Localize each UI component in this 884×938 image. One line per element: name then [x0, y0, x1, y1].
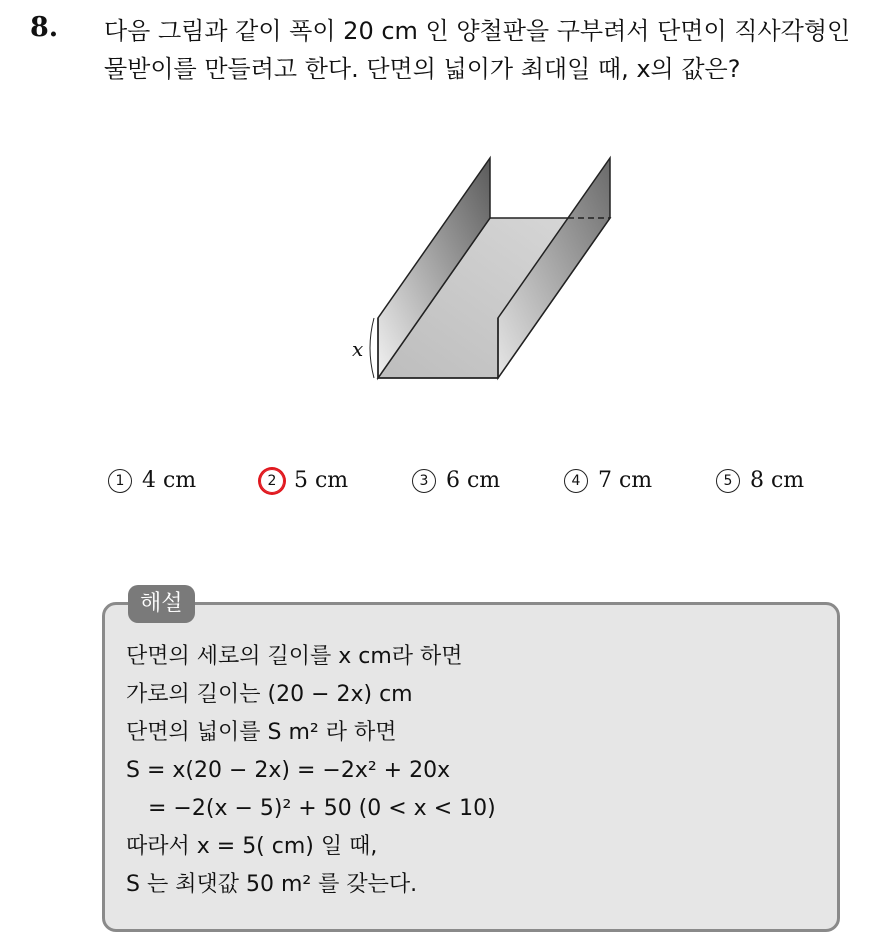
x-brace	[370, 318, 374, 378]
solution-line-2: 가로의 길이는 (20 − 2x) cm	[126, 682, 413, 707]
choice-3-mark: 3	[412, 469, 436, 493]
choice-2-mark: 2	[260, 469, 284, 493]
question-text	[104, 12, 874, 88]
question-number: 8.	[30, 12, 59, 43]
choice-4-mark: 4	[564, 469, 588, 493]
question-line-1: 다음 그림과 같이 폭이 20 cm 인 양철판을 구부려서 단면이 직사각형인	[104, 17, 851, 45]
solution-line-4: S = x(20 − 2x) = −2x² + 20x	[126, 758, 451, 783]
gutter-figure	[340, 150, 630, 394]
choice-5-text: 8 cm	[750, 468, 805, 493]
choice-2-text: 5 cm	[294, 468, 349, 493]
solution-line-7: S 는 최댓값 50 m² 를 갖는다.	[126, 872, 418, 897]
choice-2[interactable]	[260, 468, 348, 493]
choice-3[interactable]	[412, 468, 500, 493]
choice-4-text: 7 cm	[598, 468, 653, 493]
choice-4[interactable]	[564, 468, 652, 493]
choice-3-text: 6 cm	[446, 468, 501, 493]
choice-1-mark: 1	[108, 469, 132, 493]
solution-line-3: 단면의 넓이를 S m² 라 하면	[126, 720, 397, 745]
gutter-diagram	[340, 150, 630, 390]
answer-choices	[0, 468, 884, 502]
choice-5-mark: 5	[716, 469, 740, 493]
solution-line-5: = −2(x − 5)² + 50 (0 < x < 10)	[148, 796, 496, 821]
choice-1[interactable]	[108, 468, 196, 493]
choice-5[interactable]	[716, 468, 804, 493]
choice-1-text: 4 cm	[142, 468, 197, 493]
solution-line-6: 따라서 x = 5( cm) 일 때,	[126, 834, 378, 859]
solution-text	[126, 638, 496, 904]
x-label: x	[352, 337, 364, 361]
question-line-2: 물받이를 만들려고 한다. 단면의 넓이가 최대일 때, x의 값은?	[104, 55, 741, 83]
solution-tag: 해설	[128, 585, 195, 623]
solution-line-1: 단면의 세로의 길이를 x cm라 하면	[126, 644, 463, 669]
